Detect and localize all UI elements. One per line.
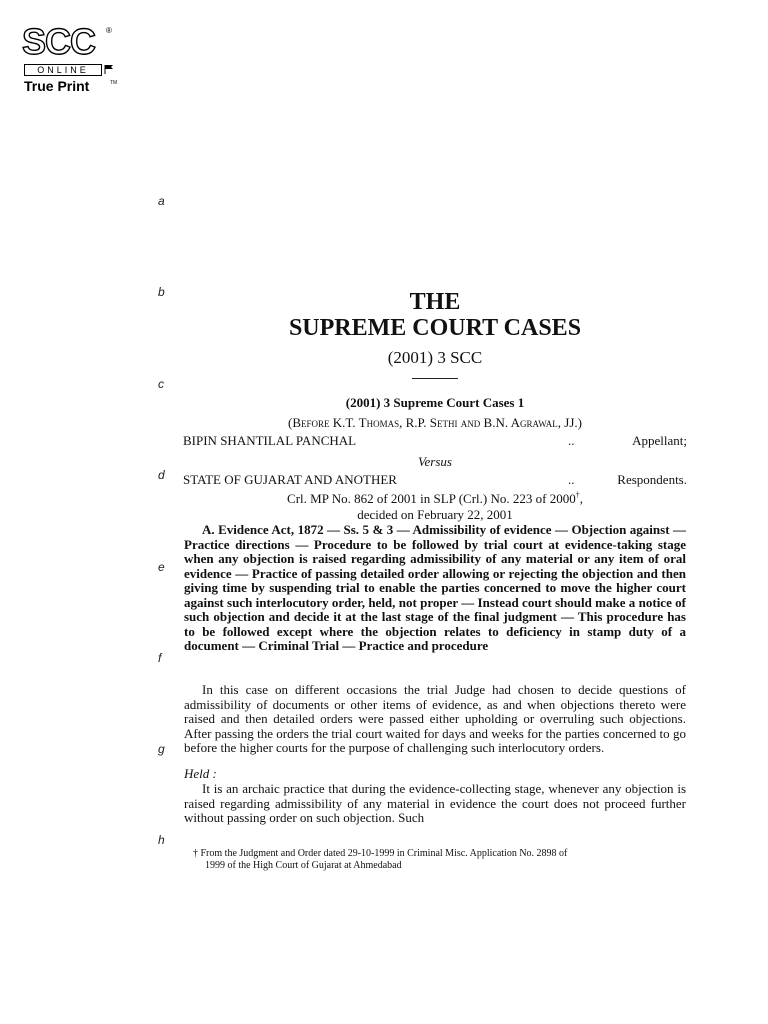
margin-label-b: b bbox=[158, 285, 165, 299]
headnote: A. Evidence Act, 1872 — Ss. 5 & 3 — Admissibility of evidence — Objection against — Practice directions — Procedure to be followed by trial court at evidence-taking stage when any objection is raised regarding admissibility of any material or any item of oral evidence — Practice of passing detailed order allowing or rejecting the objection and then giving time by suspending trial to enable the parties concerned to move the higher court against such interlocutory order, held, not proper — Instead court should make a notice of such objection and decide it at the last stage of the final judgment — This procedure has to be followed except where the objection relates to deficiency in stamp duty of a document — Criminal Trial — Practice and procedure bbox=[184, 522, 686, 653]
proceeding-end: , bbox=[579, 491, 583, 506]
margin-label-c: c bbox=[158, 377, 164, 391]
bench: (Before K.T. Thomas, R.P. Sethi and B.N. Agrawal, JJ.) bbox=[288, 415, 582, 430]
respondent-dots: .. bbox=[568, 472, 575, 487]
margin-label-g: g bbox=[158, 742, 165, 756]
held-heading: Held : bbox=[184, 766, 217, 781]
logo-tagline: True Print bbox=[24, 78, 90, 94]
volume-citation: (2001) 3 SCC bbox=[387, 348, 483, 367]
margin-label-h: h bbox=[158, 833, 165, 847]
case-citation: (2001) 3 Supreme Court Cases 1 bbox=[345, 395, 525, 410]
respondent-name: STATE OF GUJARAT AND ANOTHER bbox=[183, 472, 397, 487]
logo-brand: SCC bbox=[22, 21, 96, 62]
paragraph-held: It is an archaic practice that during the evidence-collecting stage, whenever any objection is raised regarding admissibility of any material in evidence the court does not proceed further without passing order on such objection. Such bbox=[184, 781, 686, 825]
footnote-line2: 1999 of the High Court of Gujarat at Ahmedabad bbox=[205, 859, 402, 871]
margin-label-f: f bbox=[158, 651, 162, 665]
divider bbox=[412, 378, 458, 379]
proceeding-number bbox=[183, 491, 687, 507]
appellant-row bbox=[183, 433, 687, 449]
report-title-line2: SUPREME COURT CASES bbox=[288, 315, 582, 341]
flag-icon bbox=[104, 64, 114, 74]
report-title-line1: THE bbox=[409, 289, 461, 315]
margin-label-d: d bbox=[158, 468, 165, 482]
footnote bbox=[193, 848, 687, 871]
logo-registered-mark: ® bbox=[106, 26, 112, 35]
logo-online-box: ONLINE bbox=[24, 64, 102, 76]
scc-online-logo bbox=[22, 21, 122, 94]
margin-label-a: a bbox=[158, 194, 165, 208]
dagger-mark: † bbox=[575, 490, 580, 500]
logo-trademark: TM bbox=[110, 80, 118, 86]
margin-label-e: e bbox=[158, 560, 165, 574]
appellant-dots: .. bbox=[568, 433, 575, 448]
footnote-line1: † From the Judgment and Order dated 29-10-1999 in Criminal Misc. Application No. 2898 of bbox=[193, 848, 568, 859]
respondent-role: Respondents. bbox=[617, 472, 687, 487]
decided-date: decided on February 22, 2001 bbox=[357, 507, 513, 522]
appellant-name: BIPIN SHANTILAL PANCHAL bbox=[183, 433, 357, 448]
appellant-role: Appellant; bbox=[632, 433, 687, 448]
paragraph-facts: In this case on different occasions the trial Judge had chosen to decide questions of admissibility of documents or other items of evidence, as and when objections thereto were raised and then detailed orders were passed either upholding or overruling such objections. After passing the orders the trial court waited for days and weeks for the parties concerned to go before the higher courts for the purpose of challenging such interlocutory orders. bbox=[184, 682, 686, 755]
versus: Versus bbox=[418, 454, 452, 469]
respondent-row bbox=[183, 472, 687, 488]
proceeding-text: Crl. MP No. 862 of 2001 in SLP (Crl.) No. 223 of 2000 bbox=[287, 491, 576, 506]
